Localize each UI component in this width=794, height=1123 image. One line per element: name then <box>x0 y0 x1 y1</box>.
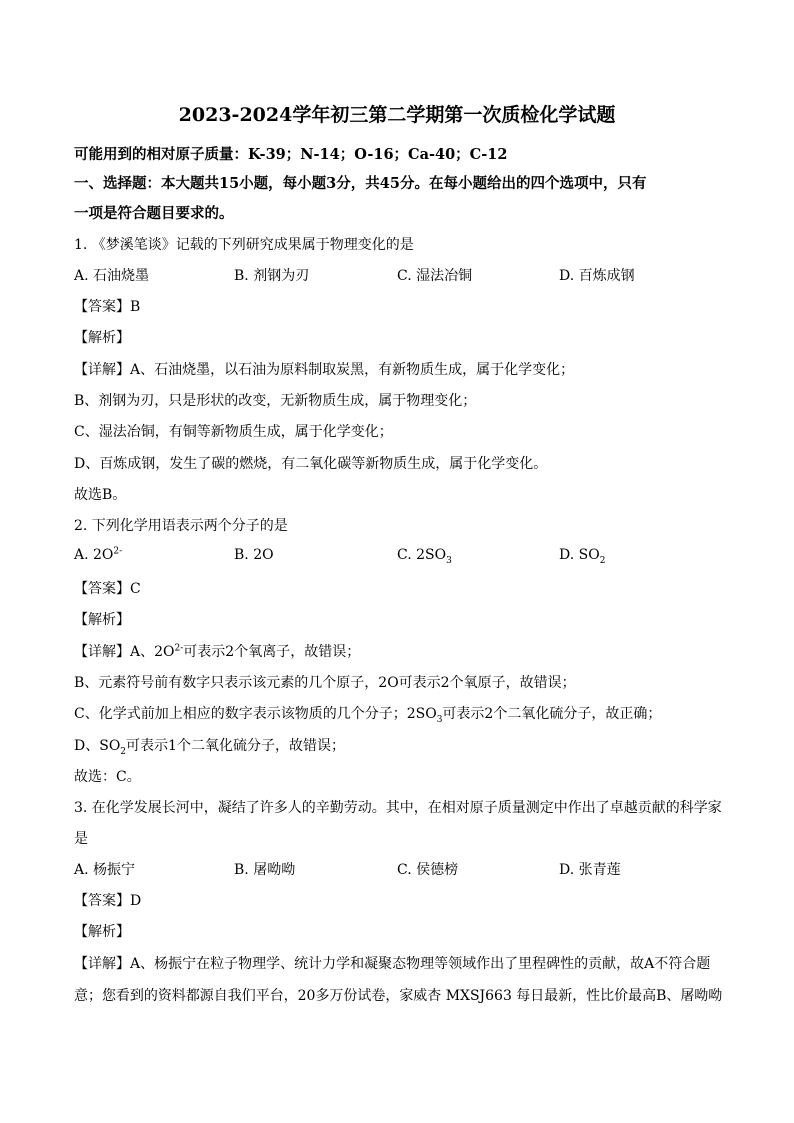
question-3-detail-line: 意；您看到的资料都源自我们平台，20多万份试卷，家威杏 MXSJ663 每日最新，性比价最高B、屠呦呦 <box>74 988 723 1004</box>
question-2-answer: 【答案】C <box>74 581 141 597</box>
question-1-answer: 【答案】B <box>74 299 141 315</box>
question-1-detail-line: D、百炼成钢，发生了碳的燃烧，有二氧化碳等新物质生成，属于化学变化。 <box>74 456 548 472</box>
section-heading-line1: 一、选择题：本大题共15小题，每小题3分，共45分。在每小题给出的四个选项中，只有 <box>74 175 647 192</box>
question-2-detail-line: B、元素符号前有数字只表示该元素的几个原子，2O可表示2个氧原子，故错误； <box>74 675 576 691</box>
atomic-masses-note: 可能用到的相对原子质量：K-39；N-14；O-16；Ca-40；C-12 <box>74 146 508 163</box>
question-1-detail-line: C、湿法冶铜，有铜等新物质生成，属于化学变化； <box>74 424 393 440</box>
question-1-stem: 1. 《梦溪笔谈》记载的下列研究成果属于物理变化的是 <box>74 237 414 253</box>
question-1-option-d: D. 百炼成钢 <box>559 268 635 284</box>
question-3-option-a: A. 杨振宁 <box>74 862 136 878</box>
question-2-option-d: D. $SO_2$ <box>559 547 606 566</box>
question-2-detail-line: D、$SO_2$可表示1个二氧化硫分子，故错误； <box>74 738 345 757</box>
question-3-stem-line2: 是 <box>74 831 88 847</box>
question-1-option-c: C. 湿法冶铜 <box>397 268 473 284</box>
question-3-answer: 【答案】D <box>74 893 142 909</box>
question-3-option-b: B. 屠呦呦 <box>234 862 296 878</box>
question-3-option-d: D. 张青莲 <box>559 862 621 878</box>
question-3-option-c: C. 侯德榜 <box>397 862 459 878</box>
question-1-detail-line: 【详解】A、石油烧墨，以石油为原料制取炭黑，有新物质生成，属于化学变化； <box>74 362 575 378</box>
question-3-stem-line1: 3. 在化学发展长河中，凝结了许多人的辛勤劳动。其中，在相对原子质量测定中作出了卓越贡献的科学家 <box>74 800 722 816</box>
question-2-option-a: A. $2O^{2-}$ <box>74 546 123 563</box>
question-2-detail-line: C、化学式前加上相应的数字表示该物质的几个分子；$2SO_3$可表示2个二氧化硫分子，故正确； <box>74 706 662 725</box>
question-1-detail-line: B、剂钢为刃，只是形状的改变，无新物质生成，属于物理变化； <box>74 393 477 409</box>
page-title: 2023-2024学年初三第二学期第一次质检化学试题 <box>178 104 616 126</box>
question-2-conclusion: 故选：C。 <box>74 769 141 785</box>
question-2-stem: 2. 下列化学用语表示两个分子的是 <box>74 518 288 534</box>
question-1-option-b: B. 剂钢为刃 <box>234 268 310 284</box>
question-3-analysis-label: 【解析】 <box>74 924 130 940</box>
question-2-option-b: B. 2O <box>234 547 274 563</box>
question-2-option-c: C. $2SO_3$ <box>397 547 452 566</box>
section-heading-line2: 一项是符合题目要求的。 <box>74 205 234 222</box>
question-2-analysis-label: 【解析】 <box>74 612 130 628</box>
question-1-conclusion: 故选B。 <box>74 487 127 503</box>
question-1-option-a: A. 石油烧墨 <box>74 268 150 284</box>
question-1-analysis-label: 【解析】 <box>74 330 130 346</box>
question-3-detail-line: 【详解】A、杨振宁在粒子物理学、统计力学和凝聚态物理等领域作出了里程碑性的贡献，故A不符合题 <box>74 956 711 972</box>
question-2-detail-line: 【详解】A、$2O^{2-}$可表示2个氧离子，故错误； <box>74 643 361 660</box>
